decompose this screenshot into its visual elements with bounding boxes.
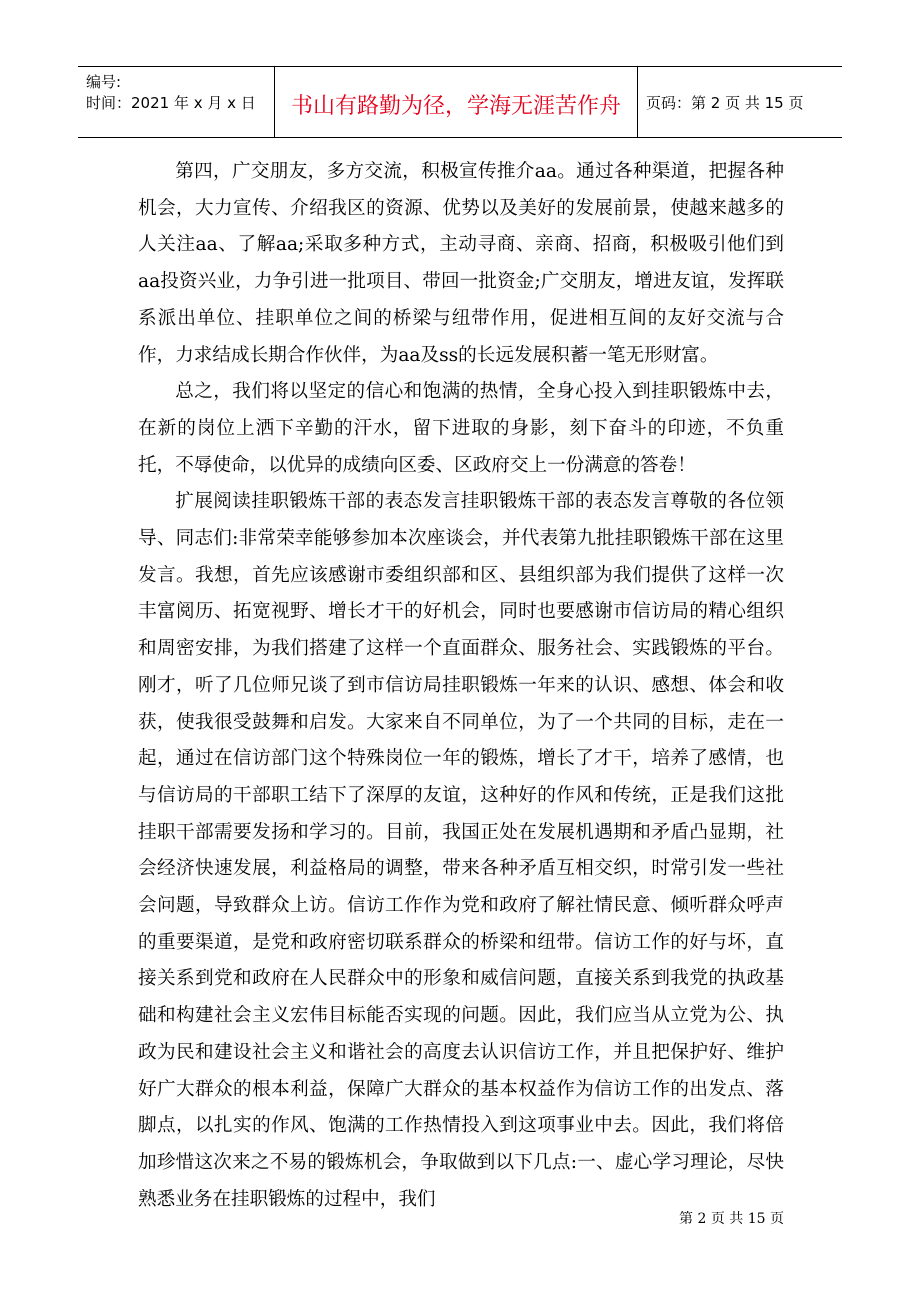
header-motto: 书山有路勤为径，学海无涯苦作舟	[290, 94, 621, 119]
serial-number-label: 编号:	[86, 73, 122, 91]
page-header	[78, 66, 842, 138]
header-info-cell	[78, 67, 275, 137]
header-page-cell	[638, 67, 842, 137]
body-paragraph: 扩展阅读挂职锻炼干部的表态发言挂职锻炼干部的表态发言尊敬的各位领导、同志们:非常荣幸能够参加本次座谈会，并代表第九批挂职锻炼干部在这里发言。我想，首先应该感谢市委组织部和区、县组织部为我们提供了这样一次丰富阅历、拓宽视野、增长才干的好机会，同时也要感谢市信访局的精心组织和周密安排，为我们搭建了这样一个直面群众、服务社会、实践锻炼的平台。刚才，听了几位师兄谈了到市信访局挂职锻炼一年来的认识、感想、体会和收获，使我很受鼓舞和启发。大家来自不同单位，为了一个共同的目标，走在一起，通过在信访部门这个特殊岗位一年的锻炼，增长了才干，培养了感情，也与信访局的干部职工结下了深厚的友谊，这种好的作风和传统，正是我们这批挂职干部需要发扬和学习的。目前，我国正处在发展机遇期和矛盾凸显期，社会经济快速发展，利益格局的调整，带来各种矛盾互相交织，时常引发一些社会问题，导致群众上访。信访工作作为党和政府了解社情民意、倾听群众呼声的重要渠道，是党和政府密切联系群众的桥梁和纽带。信访工作的好与坏，直接关系到党和政府在人民群众中的形象和威信问题，直接关系到我党的执政基础和构建社会主义宏伟目标能否实现的问题。因此，我们应当从立党为公、执政为民和建设社会主义和谐社会的高度去认识信访工作，并且把保护好、维护好广大群众的根本利益，保障广大群众的基本权益作为信访工作的出发点、落脚点，以扎实的作风、饱满的工作热情投入到这项事业中去。因此，我们将倍加珍惜这次来之不易的锻炼机会，争取做到以下几点:一、虚心学习理论，尽快熟悉业务在挂职锻炼的过程中，我们	[138, 491, 784, 1210]
header-motto-cell	[275, 67, 638, 137]
document-body	[138, 154, 784, 1218]
header-page-info: 页码：第 2 页 共 15 页	[646, 94, 804, 112]
date-label: 时间：2021 年 x 月 x 日	[86, 94, 256, 112]
body-paragraph: 第四，广交朋友，多方交流，积极宣传推介aa。通过各种渠道，把握各种机会，大力宣传、介绍我区的资源、优势以及美好的发展前景，使越来越多的人关注aa、了解aa;采取多种方式，主动寻商、亲商、招商，积极吸引他们到aa投资兴业，力争引进一批项目、带回一批资金;广交朋友，增进友谊，发挥联系派出单位、挂职单位之间的桥梁与纽带作用，促进相互间的友好交流与合作，力求结成长期合作伙伴，为aa及ss的长远发展积蓄一笔无形财富。	[138, 161, 784, 366]
body-paragraph: 总之，我们将以坚定的信心和饱满的热情，全身心投入到挂职锻炼中去，在新的岗位上洒下辛勤的汗水，留下进取的身影，刻下奋斗的印迹，不负重托，不辱使命，以优异的成绩向区委、区政府交上一份满意的答卷！	[138, 381, 784, 476]
page-footer: 第 2 页 共 15 页	[679, 1211, 784, 1227]
